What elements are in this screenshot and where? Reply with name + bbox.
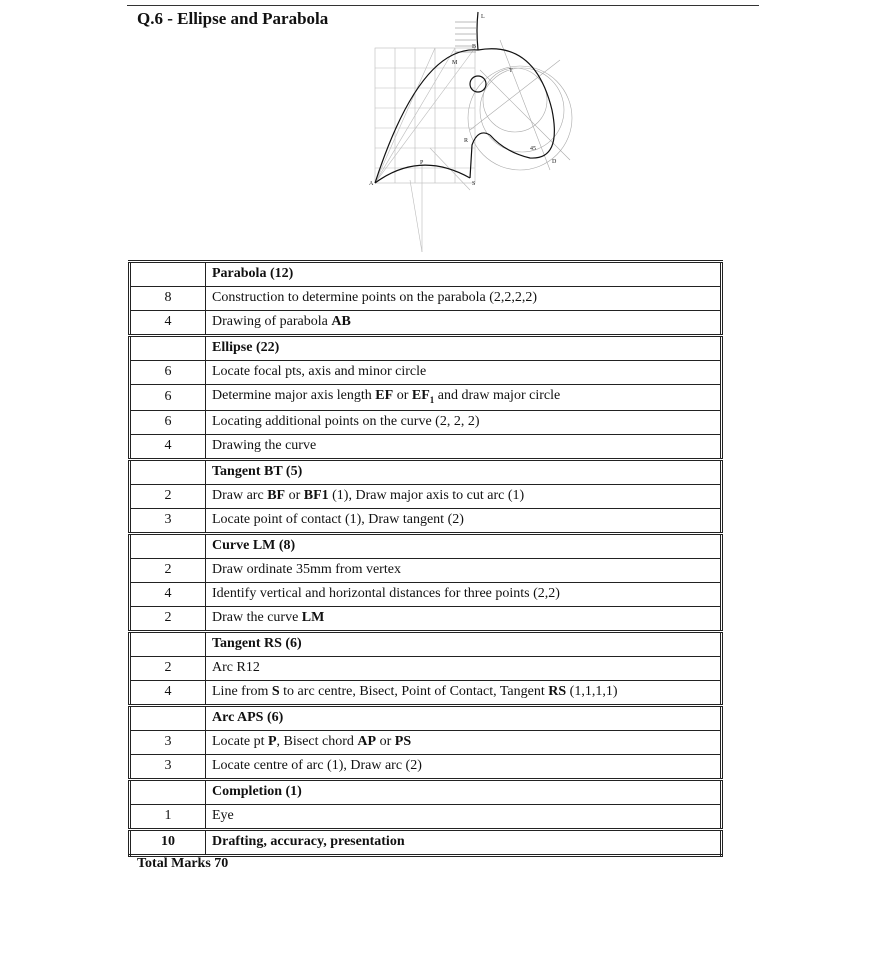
criterion-cell: Drafting, accuracy, presentation xyxy=(206,829,722,855)
criterion-cell: Locating additional points on the curve (2, 2, 2) xyxy=(206,410,722,434)
marking-scheme-body xyxy=(130,262,722,856)
criterion-cell: Determine major axis length EF or $EF_1$ and draw major circle xyxy=(206,385,722,411)
mark-cell xyxy=(130,336,206,361)
svg-text:P: P xyxy=(420,160,424,166)
ellipse-curve xyxy=(478,49,554,158)
criterion-cell: Draw the curve LM xyxy=(206,606,722,631)
svg-text:R: R xyxy=(464,138,469,144)
mark-cell: 2 xyxy=(130,606,206,631)
outline xyxy=(375,12,554,183)
table-row xyxy=(130,730,722,754)
criterion-cell: Drawing of parabola AB xyxy=(206,311,722,336)
table-row xyxy=(130,656,722,680)
construction-drawing xyxy=(360,8,580,258)
mark-cell xyxy=(130,262,206,287)
table-row xyxy=(130,311,722,336)
mark-cell: 6 xyxy=(130,410,206,434)
svg-text:L: L xyxy=(481,14,485,20)
svg-text:S: S xyxy=(472,181,476,187)
svg-text:A: A xyxy=(369,181,374,187)
total-marks: Total Marks 70 xyxy=(137,856,229,871)
question-title: Q.6 - Ellipse and Parabola xyxy=(137,9,329,28)
mark-cell: 3 xyxy=(130,730,206,754)
table-row xyxy=(130,582,722,606)
criterion-cell: Locate centre of arc (1), Draw arc (2) xyxy=(206,754,722,779)
criterion-cell: Locate point of contact (1), Draw tangent (2) xyxy=(206,508,722,533)
section-heading-row xyxy=(130,779,722,804)
svg-text:45: 45 xyxy=(530,146,536,152)
table-row xyxy=(130,754,722,779)
table-row xyxy=(130,484,722,508)
mark-cell: 2 xyxy=(130,484,206,508)
mark-cell: 1 xyxy=(130,804,206,829)
svg-text:D: D xyxy=(552,159,557,165)
section-heading-row xyxy=(130,336,722,361)
section-heading-row xyxy=(130,262,722,287)
table-row xyxy=(130,680,722,705)
section-heading-row xyxy=(130,459,722,484)
mark-cell: 4 xyxy=(130,680,206,705)
criterion-cell: Drawing the curve xyxy=(206,434,722,459)
mark-cell: 3 xyxy=(130,754,206,779)
criterion-cell: Eye xyxy=(206,804,722,829)
table-row xyxy=(130,385,722,411)
section-heading: Ellipse (22) xyxy=(206,336,722,361)
mark-cell: 2 xyxy=(130,558,206,582)
svg-text:B: B xyxy=(472,44,477,50)
mark-cell xyxy=(130,705,206,730)
mark-cell xyxy=(130,459,206,484)
table-row xyxy=(130,804,722,829)
mark-cell: 10 xyxy=(130,829,206,855)
section-heading: Completion (1) xyxy=(206,779,722,804)
top-rule xyxy=(127,5,759,6)
table-row xyxy=(130,829,722,855)
criterion-cell: Locate pt P, Bisect chord AP or PS xyxy=(206,730,722,754)
mark-cell xyxy=(130,779,206,804)
section-heading-row xyxy=(130,533,722,558)
table-row xyxy=(130,287,722,311)
table-row xyxy=(130,361,722,385)
mark-cell: 2 xyxy=(130,656,206,680)
mark-cell: 4 xyxy=(130,434,206,459)
criterion-cell: Draw ordinate 35mm from vertex xyxy=(206,558,722,582)
curve-lm xyxy=(477,12,478,50)
eye xyxy=(470,76,486,92)
criterion-cell: Identify vertical and horizontal distances for three points (2,2) xyxy=(206,582,722,606)
criterion-cell: Line from S to arc centre, Bisect, Point of Contact, Tangent RS (1,1,1,1) xyxy=(206,680,722,705)
section-heading-row xyxy=(130,631,722,656)
mark-cell xyxy=(130,533,206,558)
section-heading: Tangent BT (5) xyxy=(206,459,722,484)
table-row xyxy=(130,410,722,434)
ellipse-construction xyxy=(468,40,572,170)
table-row xyxy=(130,558,722,582)
parabola-ab xyxy=(375,50,478,183)
mark-cell xyxy=(130,631,206,656)
svg-text:M: M xyxy=(452,60,458,66)
section-heading: Arc APS (6) xyxy=(206,705,722,730)
mark-cell: 3 xyxy=(130,508,206,533)
mark-cell: 8 xyxy=(130,287,206,311)
criterion-cell: Locate focal pts, axis and minor circle xyxy=(206,361,722,385)
section-heading: Parabola (12) xyxy=(206,262,722,287)
mark-cell: 4 xyxy=(130,582,206,606)
table-row xyxy=(130,434,722,459)
criterion-cell: Arc R12 xyxy=(206,656,722,680)
marking-scheme-table xyxy=(128,260,723,857)
criterion-cell: Construction to determine points on the parabola (2,2,2,2) xyxy=(206,287,722,311)
mark-cell: 6 xyxy=(130,385,206,411)
criterion-cell: Draw arc BF or BF1 (1), Draw major axis to cut arc (1) xyxy=(206,484,722,508)
section-heading: Curve LM (8) xyxy=(206,533,722,558)
section-heading: Tangent RS (6) xyxy=(206,631,722,656)
table-row xyxy=(130,606,722,631)
section-heading-row xyxy=(130,705,722,730)
table-row xyxy=(130,508,722,533)
mark-cell: 6 xyxy=(130,361,206,385)
mark-cell: 4 xyxy=(130,311,206,336)
svg-text:T: T xyxy=(509,68,513,74)
